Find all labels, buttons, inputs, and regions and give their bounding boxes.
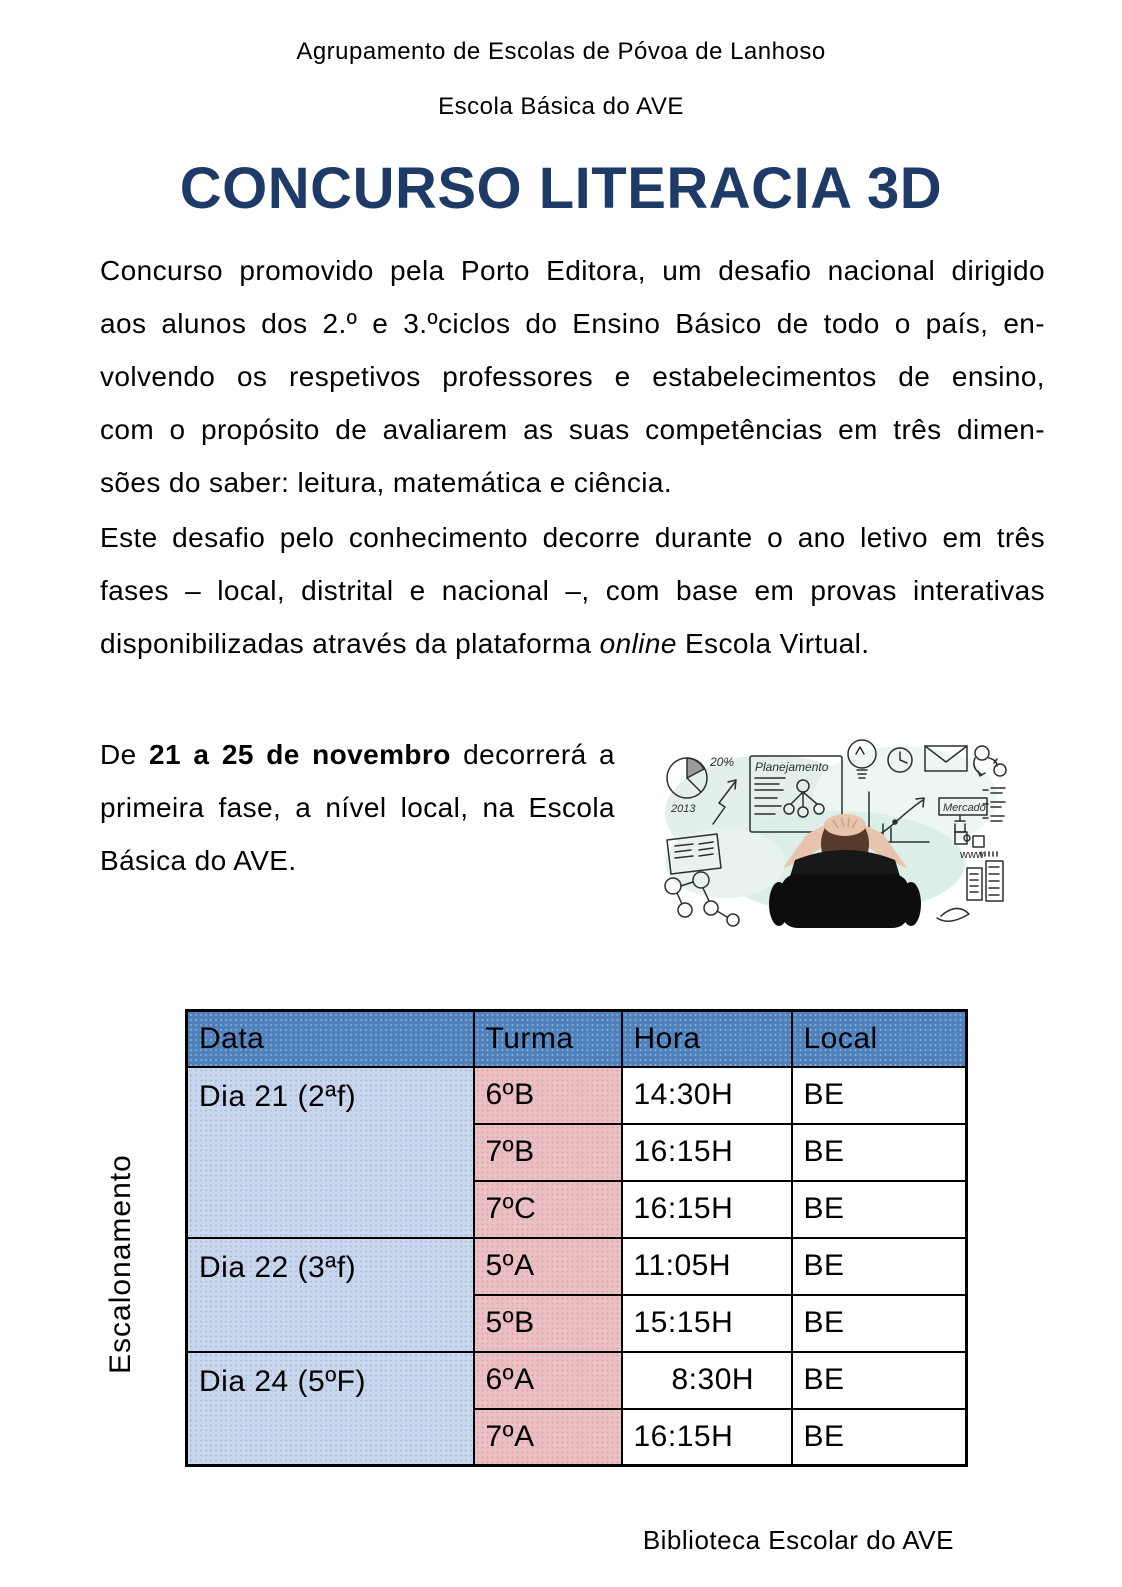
paragraph-line xyxy=(100,728,615,781)
header-turma: Turma xyxy=(474,1011,622,1067)
hora-cell: 8:30H xyxy=(622,1352,792,1409)
local-cell: BE xyxy=(792,1352,967,1409)
text-run: disponibilizadas através da plataforma xyxy=(100,628,600,659)
paragraph-line: volvendo os respetivos professores e estabelecimentos de ensino, xyxy=(100,361,1045,392)
paragraph-line: fases – local, distrital e nacional –, com base em provas interativas xyxy=(100,575,1045,606)
turma-cell: 6ºA xyxy=(474,1352,622,1409)
local-cell: BE xyxy=(792,1067,967,1124)
planning-label: Planejamento xyxy=(755,760,829,774)
thinker-doodle-illustration xyxy=(655,728,1010,933)
doodle-illustration-svg xyxy=(655,728,1010,928)
paragraph-line xyxy=(100,617,1045,670)
turma-cell: 6ºB xyxy=(474,1067,622,1124)
paragraph-line: sões do saber: leitura, matemática e ciência. xyxy=(100,467,673,498)
text-run: decorrerá a xyxy=(450,739,616,770)
paragraph-phases xyxy=(100,511,1045,670)
www-label: www xyxy=(960,849,984,861)
page-title: CONCURSO LITERACIA 3D xyxy=(179,156,943,221)
local-cell: BE xyxy=(792,1238,967,1295)
school-name-header: Escola Básica do AVE xyxy=(438,93,684,120)
paragraph-line: com o propósito de avaliarem as suas competências em três dimen- xyxy=(100,414,1045,445)
year-label: 2013 xyxy=(671,803,696,815)
header-hora: Hora xyxy=(622,1011,792,1067)
turma-cell: 7ºA xyxy=(474,1409,622,1466)
local-cell: BE xyxy=(792,1295,967,1352)
text-run: Escola Virtual. xyxy=(676,628,870,659)
chair xyxy=(781,874,909,928)
local-cell: BE xyxy=(792,1181,967,1238)
hora-cell: 16:15H xyxy=(622,1409,792,1466)
table-row xyxy=(187,1238,967,1295)
hora-cell: 14:30H xyxy=(622,1067,792,1124)
online-italic-text: online xyxy=(599,628,677,659)
hora-cell: 15:15H xyxy=(622,1295,792,1352)
turma-cell: 5ºB xyxy=(474,1295,622,1352)
hora-cell: 16:15H xyxy=(622,1124,792,1181)
table-row xyxy=(187,1352,967,1409)
hands xyxy=(824,814,866,836)
paragraph-line: primeira fase, a nível local, na Escola xyxy=(100,792,615,823)
dates-and-illustration-section xyxy=(100,728,1062,933)
paragraph-line: Este desafio pelo conhecimento decorre durante o ano letivo em três xyxy=(100,522,1045,553)
turma-cell: 7ºC xyxy=(474,1181,622,1238)
paragraph-intro xyxy=(100,244,1045,509)
market-label: Mercado xyxy=(943,802,986,814)
schedule-section xyxy=(0,1009,1122,1479)
swirl-doodle xyxy=(937,908,969,921)
schedule-table xyxy=(185,1009,968,1467)
turma-cell: 7ºB xyxy=(474,1124,622,1181)
table-header-row xyxy=(187,1011,967,1067)
paragraph-line: aos alunos dos 2.º e 3.ºciclos do Ensino Básico de todo o país, en- xyxy=(100,308,1045,339)
percent-label: 20% xyxy=(710,755,735,769)
local-cell: BE xyxy=(792,1409,967,1466)
header-local: Local xyxy=(792,1011,967,1067)
date-cell: Dia 24 (5ºF) xyxy=(187,1352,474,1466)
cycle-arrows-doodle xyxy=(974,746,1006,776)
date-range-bold-text: 21 a 25 de novembro xyxy=(149,739,451,770)
hora-cell: 11:05H xyxy=(622,1238,792,1295)
table-row xyxy=(187,1067,967,1124)
paragraph-line: Básica do AVE. xyxy=(100,845,297,876)
turma-cell: 5ºA xyxy=(474,1238,622,1295)
buildings-doodle xyxy=(967,861,1003,901)
local-cell: BE xyxy=(792,1124,967,1181)
school-group-header: Agrupamento de Escolas de Póvoa de Lanhoso xyxy=(296,38,826,65)
hora-cell: 16:15H xyxy=(622,1181,792,1238)
header-data: Data xyxy=(187,1011,474,1067)
date-cell: Dia 21 (2ªf) xyxy=(187,1067,474,1238)
schedule-vertical-label: Escalonamento xyxy=(104,1154,137,1374)
date-cell: Dia 22 (3ªf) xyxy=(187,1238,474,1352)
text-run: De xyxy=(100,739,150,770)
footer-library-label: Biblioteca Escolar do AVE xyxy=(642,1525,954,1555)
paragraph-line: Concurso promovido pela Porto Editora, um desafio nacional dirigido xyxy=(100,255,1045,286)
paragraph-dates xyxy=(100,728,615,887)
